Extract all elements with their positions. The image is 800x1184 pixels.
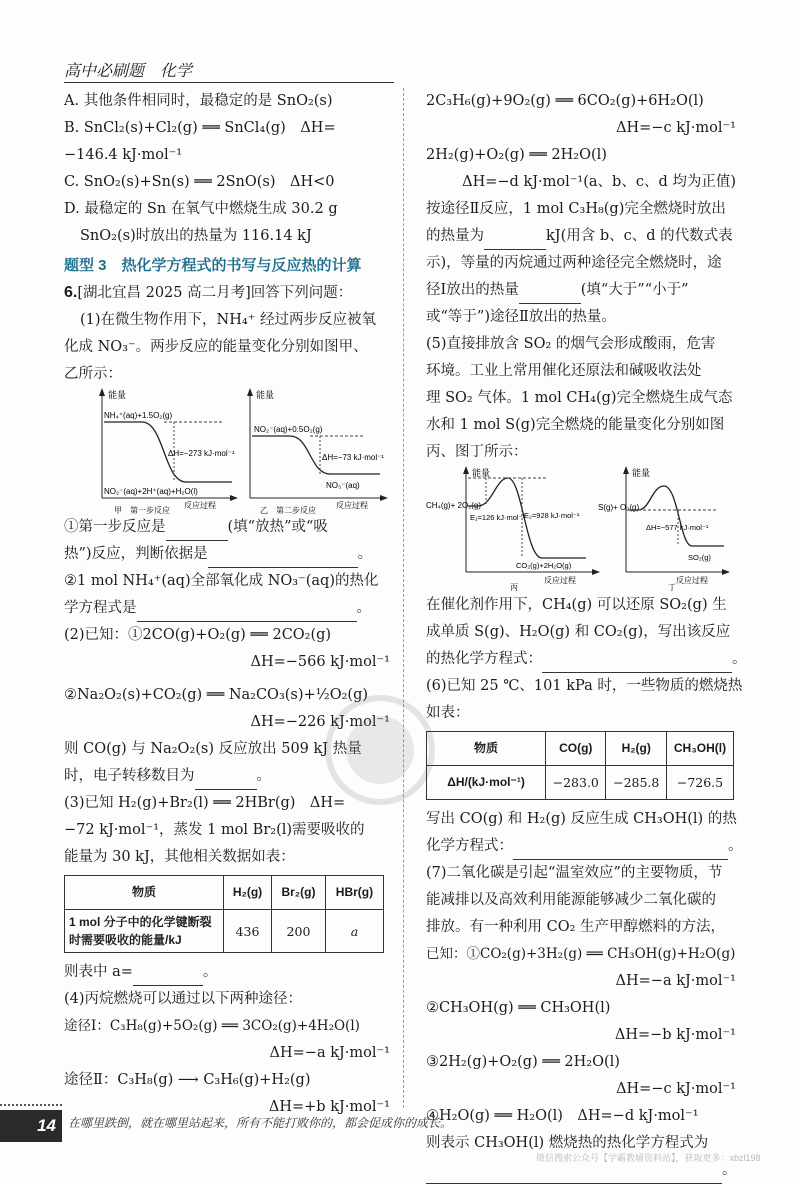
text-line: (6)已知 25 ℃、101 kPa 时，一些物质的燃烧热 [426,678,743,694]
table-header: CH₃OH(l) [666,732,733,766]
table-header: Br₂(g) [272,876,326,910]
energy-diagram-jia-yi [64,388,390,514]
table-row-label: ΔH/(kJ·mol⁻¹) [427,766,546,800]
watermark: 微信搜索公众号【学霸教辅资料站】，获取更多：xbzl198 [536,1153,761,1163]
text-line: 或“等于”)途径Ⅱ放出的热量。 [426,309,616,325]
y-axis-label: 能量 [256,390,275,400]
y-axis-label: 能量 [108,390,127,400]
text-fragment: 化学方程式： [426,838,513,854]
table-header: CO(g) [546,732,606,766]
combustion-heat-table [426,731,734,800]
enthalpy-line: ΔH=+b kJ·mol⁻¹ [268,1099,390,1115]
question-source: [湖北宜昌 2025 高二月考]回答下列问题： [77,285,353,301]
delta-h-label: ΔH=−577 kJ·mol⁻¹ [646,523,709,532]
energy-diagram-bing-ding [426,466,736,592]
question-number: 6. [64,284,78,301]
graph-caption: 甲 第一步反应 [114,506,170,514]
x-axis-label: 反应过程 [544,576,576,585]
answer-blank[interactable] [426,1167,722,1184]
table-cell: −726.5 [666,766,733,800]
equation-line: 2H₂(g)+O₂(g) ══ 2H₂O(l) [426,147,607,163]
right-column: 2C₃H₆(g)+9O₂(g) ══ 6CO₂(g)+6H₂O(l) ΔH=−c kJ·mol⁻¹ 2H₂(g)+O₂(g) ══ 2H₂O(l) ΔH=−d kJ·mol⁻¹(a、b、c、d 均为正值) 按途径Ⅱ反应，1 mol C₃H₈(g)完全燃烧时放出 的热量为 kJ(用含 b、c、d 的代数式表 示)，等量的丙烷通过两种途径完全燃烧时，途 径Ⅰ放出的热量 (填“大于”“小于” 或“等于”)途径Ⅱ放出的热量。 (5)直接排放含 SO₂ 的烟气会形成酸雨，危害 环境。工业上常用催化还原法和碱吸收法处 理 SO₂ 气体。1 mol CH₄(g)完全燃烧生成气态 水和 1 mol S(g)完全燃烧的能量变化分别如图 丙、图丁所示： 能量 CH₄(g)+ 2O₂(g) E₁=126 kJ·mol⁻¹ E₂=928 kJ·mol⁻¹ CO₂(g)+2H₂O(g) 反应过程 丙 能量 S(g)+ O₂(g) ΔH=−577 kJ·mol⁻¹ SO₂(g) 反应过程 丁 在催化剂作用下，CH₄(g) 可以还原 SO₂(g) 生 成单质 S(g)、H₂O(g) 和 CO₂(g)，写出该反应 的热化学方程式： 。 (6)已知 25 ℃、101 kPa 时，一些物质的燃烧热 如表： 物质 CO(g) H₂(g) CH₃OH(l) ΔH/(kJ·mol⁻¹) −283.0 −285.8 −726.5 写出 CO(g) 和 H₂(g) 反应生成 CH₃OH(l) 的热 化学方程式： 。 (7)二氧化碳是引起“温室效应”的主要物质，节 能减排以及高效利用能源能够减少二氧化碳的 排放。有一种利用 CO₂ 生产甲醇燃料的方法， 已知：①CO₂(g)+3H₂(g) ══ CH₃OH(g)+H₂O(g) ΔH=−a kJ·mol⁻¹ ②CH₃OH(g) ══ CH₃OH(l) ΔH=−b kJ·mol⁻¹ ③2H₂(g)+O₂(g) ══ 2H₂O(l) ΔH=−c kJ·mol⁻¹ ④H₂O(g) ══ H₂O(l) ΔH=−d kJ·mol⁻¹ 则表示 CH₃OH(l) 燃烧热的热化学方程式为 。 [426,88,736,1184]
enthalpy-line: ΔH=−a kJ·mol⁻¹ [269,1045,390,1061]
text-fragment: 径Ⅰ放出的热量 [426,282,519,298]
equation-line: 途径Ⅰ：C₃H₈(g)+5O₂(g) ══ 3CO₂(g)+4H₂O(l) [64,1018,360,1034]
table-header: 物质 [65,876,224,910]
enthalpy-line: ΔH=−566 kJ·mol⁻¹ [250,654,390,670]
table-header: 物质 [427,732,546,766]
graph-top-label: NO₂⁻(aq)+0.5O₂(g) [254,425,323,434]
enthalpy-line: ΔH=−b kJ·mol⁻¹ [614,1027,736,1043]
text-line: (5)直接排放含 SO₂ 的烟气会形成酸雨，危害 [426,336,716,352]
text-fragment: (填“大于”“小于” [580,282,689,298]
text-fragment: kJ(用含 b、c、d 的代数式表 [546,228,733,244]
y-axis-label: 能量 [632,468,651,478]
option-b: B. SnCl₂(s)+Cl₂(g) ══ SnCl₄(g) ΔH= [64,120,336,136]
equation-line: ③2H₂(g)+O₂(g) ══ 2H₂O(l) [426,1054,620,1070]
option-d-cont: SnO₂(s)时放出的热量为 116.14 kJ [80,228,312,244]
graph-left-label: CH₄(g)+ 2O₂(g) [426,501,482,510]
text-line: 丙、图丁所示： [426,444,528,460]
option-a: A. 其他条件相同时，最稳定的是 SnO₂(s) [64,93,333,109]
answer-blank[interactable] [519,287,581,304]
answer-blank[interactable] [542,656,732,673]
option-b-cont: −146.4 kJ·mol⁻¹ [64,147,183,163]
x-axis-label: 反应过程 [184,501,216,510]
running-header: 高中必刷题 化学 [64,63,193,80]
text-line: 则表示 CH₃OH(l) 燃烧热的热化学方程式为 [426,1135,709,1151]
bond-energy-table [64,875,384,953]
text-line: 排放。有一种利用 CO₂ 生产甲醇燃料的方法， [426,919,726,935]
answer-blank[interactable] [195,773,257,790]
table-cell: a [325,910,383,953]
energy-graphs-1 [64,388,390,514]
text-fragment: 时，电子转移数目为 [64,768,195,784]
text-line: 水和 1 mol S(g)完全燃烧的能量变化分别如图 [426,417,725,433]
equation-line: ④H₂O(g) ══ H₂O(l) ΔH=−d kJ·mol⁻¹ [426,1108,699,1124]
graph-left-label: S(g)+ O₂(g) [598,503,640,512]
text-line: 环境。工业上常用催化还原法和碱吸收法处 [426,363,702,379]
graph-jia [99,388,238,514]
left-column: A. 其他条件相同时，最稳定的是 SnO₂(s) B. SnCl₂(s)+Cl₂(g) ══ SnCl₄(g) ΔH= −146.4 kJ·mol⁻¹ C. SnO₂(s)+Sn(s) ══ 2SnO(s) ΔH<0 D. 最稳定的 Sn 在氧气中燃烧生成 30.2 g SnO₂(s)时放出的热量为 116.14 kJ 题型 3 热化学方程式的书写与反应热的计算 6.[湖北宜昌 2025 高二月考]回答下列问题： (1)在微生物作用下，NH₄⁺ 经过两步反应被氧 化成 NO₃⁻。两步反应的能量变化分别如图甲、 乙所示： 能量 NH₄⁺(aq)+1.5O₂(g) ΔH=−273 kJ·mol⁻¹ NO₂⁻(aq)+2H⁺(aq)+H₂O(l) 反应过程 甲 第一步反应 能量 NO₂⁻(aq)+0.5O₂(g) ΔH=−73 kJ·mol⁻¹ NO₃⁻(aq) 反应过程 乙 第二步反应 ①第一步反应是 (填“放热”或“吸 热”)反应，判断依据是 。 ②1 mol NH₄⁺(aq)全部氧化成 NO₃⁻(aq)的热化 学方程式是 。 (2)已知：①2CO(g)+O₂(g) ══ 2CO₂(g) ΔH=−566 kJ·mol⁻¹ ②Na₂O₂(s)+CO₂(g) ══ Na₂CO₃(s)+½O₂(g) ΔH=−226 kJ·mol⁻¹ 则 CO(g) 与 Na₂O₂(s) 反应放出 509 kJ 热量 时，电子转移数目为 。 (3)已知 H₂(g)+Br₂(l) ══ 2HBr(g) ΔH= −72 kJ·mol⁻¹，蒸发 1 mol Br₂(l)需要吸收的 能量为 30 kJ，其他相关数据如表： 物质 H₂(g) Br₂(g) HBr(g) 1 mol 分子中的化学键断裂时需要吸收的能量/kJ 436 200 a 则表中 a= 。 (4)丙烷燃烧可以通过以下两种途径： 途径Ⅰ：C₃H₈(g)+5O₂(g) ══ 3CO₂(g)+4H₂O(l) ΔH=−a kJ·mol⁻¹ 途径Ⅱ：C₃H₈(g) ⟶ C₃H₆(g)+H₂(g) ΔH=+b kJ·mol⁻¹ [64,88,390,1121]
answer-blank[interactable] [208,551,358,568]
text-line: (1)在微生物作用下，NH₄⁺ 经过两步反应被氧 [80,312,376,328]
answer-blank[interactable] [166,524,228,541]
graph-caption: 乙 第二步反应 [260,506,316,514]
answer-blank[interactable] [513,843,728,860]
graph-bing [426,466,600,592]
table-cell: 200 [272,910,326,953]
text-fragment: 的热化学方程式： [426,651,542,667]
equation-line: (2)已知：①2CO(g)+O₂(g) ══ 2CO₂(g) [64,627,332,643]
text-fragment: (填“放热”或“吸 [227,519,328,535]
graph-bottom-label: CO₂(g)+2H₂O(g) [516,561,572,570]
text-line: 如表： [426,705,470,721]
header-rule [64,82,394,83]
graph-caption: 丙 [510,583,518,592]
footer-motto: 在哪里跌倒，就在哪里站起来，所有不能打败你的，都会促成你的成长。 [68,1116,453,1130]
answer-blank[interactable] [137,605,357,622]
text-line: 按途径Ⅱ反应，1 mol C₃H₈(g)完全燃烧时放出 [426,201,726,217]
text-line: 则 CO(g) 与 Na₂O₂(s) 反应放出 509 kJ 热量 [64,741,362,757]
faded-stamp [300,690,460,810]
text-fragment: 热”)反应，判断依据是 [64,546,208,562]
footer-dots [0,1104,62,1106]
table-cell: 436 [224,910,272,953]
section-heading: 题型 3 热化学方程式的书写与反应热的计算 [64,257,362,274]
x-axis-label: 反应过程 [336,501,368,510]
graph-ding [598,466,730,592]
text-fragment: 的热量为 [426,228,484,244]
graph-yi [247,388,388,514]
graph-bottom-label: NO₂⁻(aq)+2H⁺(aq)+H₂O(l) [104,487,198,496]
delta-h-label: ΔH=−73 kJ·mol⁻¹ [322,453,385,462]
graph-bottom-label: NO₃⁻(aq) [326,481,360,490]
text-line: 能量为 30 kJ，其他相关数据如表： [64,849,295,865]
delta-h-label: ΔH=−273 kJ·mol⁻¹ [168,449,235,458]
text-line: 能减排以及高效利用能源能够减少二氧化碳的 [426,892,716,908]
text-line: 理 SO₂ 气体。1 mol CH₄(g)完全燃烧生成气态 [426,390,733,406]
energy-graphs-2 [426,466,736,592]
page-number: 14 [0,1110,62,1142]
enthalpy-line: ΔH=−c kJ·mol⁻¹ [616,1081,736,1097]
text-line: 乙所示： [64,366,122,382]
text-fragment: ①第一步反应是 [64,519,166,535]
activation-energy-e2: E₂=928 kJ·mol⁻¹ [524,511,580,520]
column-divider [403,88,404,1108]
option-c: C. SnO₂(s)+Sn(s) ══ 2SnO(s) ΔH<0 [64,174,335,190]
text-line: ②1 mol NH₄⁺(aq)全部氧化成 NO₃⁻(aq)的热化 [64,573,379,589]
table-header: H₂(g) [224,876,272,910]
text-line: (3)已知 H₂(g)+Br₂(l) ══ 2HBr(g) ΔH= [64,795,346,811]
equation-line: 已知：①CO₂(g)+3H₂(g) ══ CH₃OH(g)+H₂O(g) [426,946,736,962]
equation-line: 2C₃H₆(g)+9O₂(g) ══ 6CO₂(g)+6H₂O(l) [426,93,704,109]
table-header: HBr(g) [325,876,383,910]
y-axis-label: 能量 [472,468,491,478]
graph-caption: 丁 [668,583,676,592]
answer-blank[interactable] [484,233,546,250]
x-axis-label: 反应过程 [676,576,708,585]
enthalpy-line: ΔH=−d kJ·mol⁻¹(a、b、c、d 均为正值) [462,174,736,190]
table-cell: −285.8 [606,766,666,800]
table-cell: −283.0 [546,766,606,800]
text-line: 示)，等量的丙烷通过两种途径完全燃烧时，途 [426,255,722,271]
option-d: D. 最稳定的 Sn 在氧气中燃烧生成 30.2 g [64,201,338,217]
text-line: 化成 NO₃⁻。两步反应的能量变化分别如图甲、 [64,339,368,355]
text-line: (7)二氧化碳是引起“温室效应”的主要物质，节 [426,865,723,881]
text-fragment: 学方程式是 [64,600,137,616]
equation-line: ②CH₃OH(g) ══ CH₃OH(l) [426,1000,611,1016]
graph-bottom-label: SO₂(g) [688,553,711,562]
table-header: H₂(g) [606,732,666,766]
answer-blank[interactable] [133,969,203,986]
text-fragment: 则表中 a= [64,964,133,980]
text-line: −72 kJ·mol⁻¹，蒸发 1 mol Br₂(l)需要吸收的 [64,822,365,838]
text-line: (4)丙烷燃烧可以通过以下两种途径： [64,991,303,1007]
text-line: 在催化剂作用下，CH₄(g) 可以还原 SO₂(g) 生 [426,597,727,613]
graph-top-label: NH₄⁺(aq)+1.5O₂(g) [104,411,173,420]
text-line: 成单质 S(g)、H₂O(g) 和 CO₂(g)，写出该反应 [426,624,731,640]
enthalpy-line: ΔH=−226 kJ·mol⁻¹ [250,714,390,730]
text-line: 写出 CO(g) 和 H₂(g) 反应生成 CH₃OH(l) 的热 [426,811,737,827]
enthalpy-line: ΔH=−a kJ·mol⁻¹ [615,973,736,989]
equation-line: 途径Ⅱ：C₃H₈(g) ⟶ C₃H₆(g)+H₂(g) [64,1072,311,1088]
equation-line: ②Na₂O₂(s)+CO₂(g) ══ Na₂CO₃(s)+½O₂(g) [64,687,369,703]
table-row-label: 1 mol 分子中的化学键断裂时需要吸收的能量/kJ [65,910,224,953]
activation-energy-e1: E₁=126 kJ·mol⁻¹ [470,513,526,522]
enthalpy-line: ΔH=−c kJ·mol⁻¹ [616,120,736,136]
